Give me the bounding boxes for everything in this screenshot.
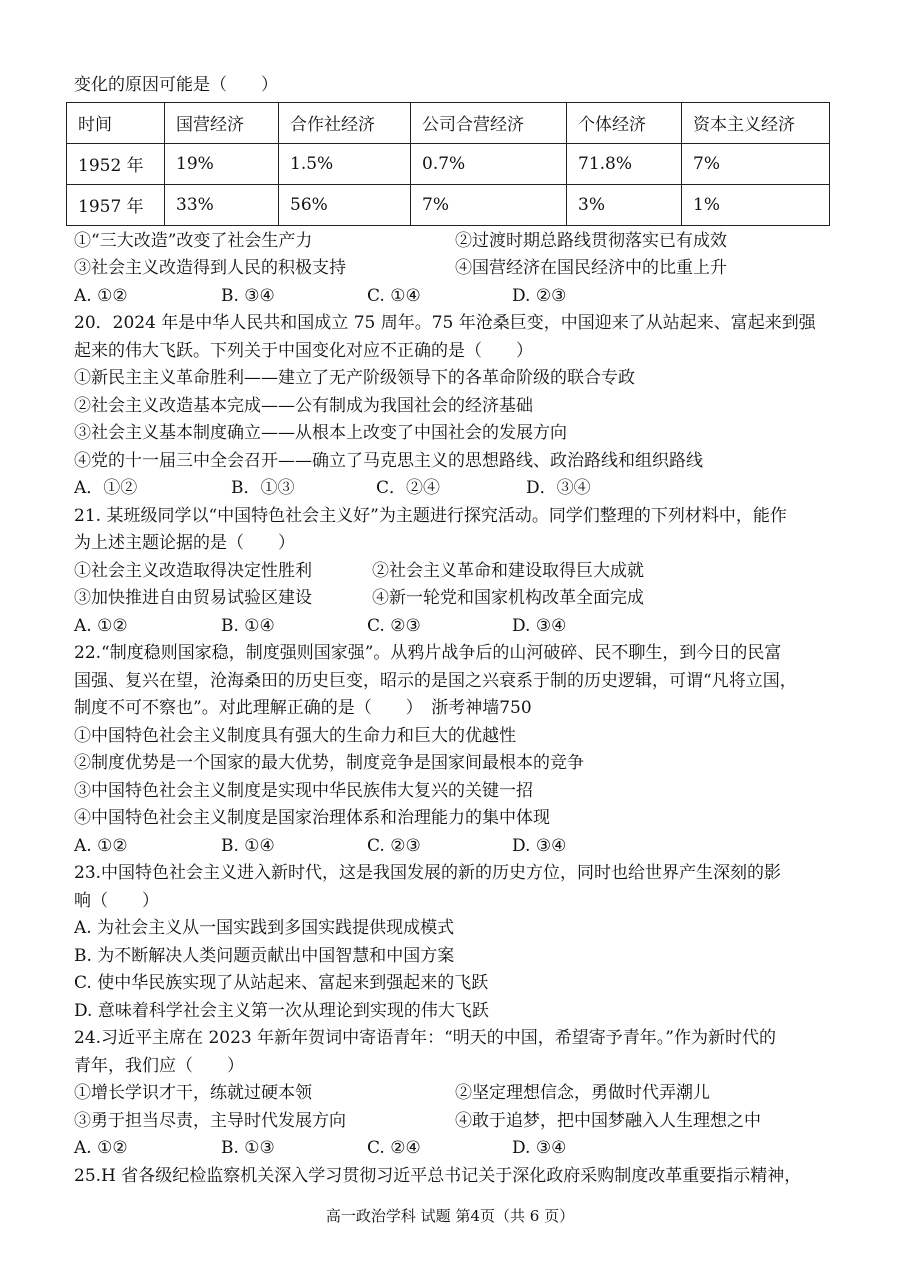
option: D．③④ <box>526 478 591 498</box>
q22-stem: 制度不可不察也”。对此理解正确的是（ ） 浙考神墙750 <box>74 698 532 718</box>
option: C. ②③ <box>367 615 421 636</box>
table-cell: 1952 年 <box>67 143 165 184</box>
q24-statements-row <box>74 1080 840 1108</box>
table-header-cell: 资本主义经济 <box>682 102 830 143</box>
statement: ④中国特色社会主义制度是国家治理体系和治理能力的集中体现 <box>74 808 550 828</box>
table-cell: 19% <box>165 143 279 184</box>
option: D. ②③ <box>512 285 567 306</box>
q22-stem: 22.“制度稳则国家稳，制度强则国家强”。从鸦片战争后的山河破碎、民不聊生，到今日的民富 <box>74 643 782 663</box>
option: B．①③ <box>231 478 295 498</box>
option: B. ①④ <box>221 615 275 636</box>
table-cell: 0.7% <box>411 143 567 184</box>
statement: ④新一轮党和国家机构改革全面完成 <box>372 588 644 608</box>
table-header-cell: 合作社经济 <box>279 102 411 143</box>
statement: ③加快推进自由贸易试验区建设 <box>74 588 312 608</box>
q20-options <box>74 475 840 503</box>
statement: ①中国特色社会主义制度具有强大的生命力和巨大的优越性 <box>74 725 516 746</box>
choice: A. 为社会主义从一国实践到多国实践提供现成模式 <box>74 918 455 938</box>
choice: C. 使中华民族实现了从站起来、富起来到强起来的飞跃 <box>74 973 489 993</box>
q21-options <box>74 613 840 641</box>
table-row <box>67 143 830 184</box>
table-cell: 1% <box>682 184 830 225</box>
statement: ①社会主义改造取得决定性胜利 <box>74 560 312 581</box>
option: A. ①② <box>74 615 128 636</box>
q25-stem: 25.H 省各级纪检监察机关深入学习贯彻习近平总书记关于深化政府采购制度改革重要指示精神， <box>74 1165 802 1186</box>
q21-statements-row <box>74 558 840 586</box>
option: C. ②③ <box>367 835 421 856</box>
table-header-cell: 个体经济 <box>567 102 682 143</box>
option: C. ①④ <box>367 285 421 306</box>
statement: ③社会主义基本制度确立——从根本上改变了中国社会的发展方向 <box>74 423 567 443</box>
table-header-cell: 公司合营经济 <box>411 102 567 143</box>
q20-stem: 20．2024 年是中华人民共和国成立 75 周年。75 年沧桑巨变，中国迎来了从站起来、富起来到强 <box>74 313 816 333</box>
option: A．①② <box>74 478 138 498</box>
q20-stem: 起来的伟大飞跃。下列关于中国变化对应不正确的是（ ） <box>74 340 533 361</box>
option: B. ①④ <box>221 835 275 856</box>
option: A. ①② <box>74 835 128 856</box>
statement: ③社会主义改造得到人民的积极支持 <box>74 258 346 278</box>
statement: ②制度优势是一个国家的最大优势，制度竞争是国家间最根本的竞争 <box>74 753 584 773</box>
statement: ①“三大改造”改变了社会生产力 <box>74 230 313 251</box>
statement: ②过渡时期总路线贯彻落实已有成效 <box>455 230 727 251</box>
table-row <box>67 184 830 225</box>
q19-options <box>74 283 840 311</box>
statement: ②社会主义革命和建设取得巨大成就 <box>372 560 644 581</box>
q24-options <box>74 1135 840 1163</box>
q22-stem: 国强、复兴在望，沧海桑田的历史巨变，昭示的是国之兴衰系于制的历史逻辑，可谓“凡将立国， <box>74 670 797 691</box>
q21-statements-row <box>74 585 840 613</box>
table-cell: 7% <box>411 184 567 225</box>
table-cell: 33% <box>165 184 279 225</box>
statement: ②社会主义改造基本完成——公有制成为我国社会的经济基础 <box>74 395 533 416</box>
option: D. ③④ <box>512 1138 567 1158</box>
table-cell: 3% <box>567 184 682 225</box>
statement: ④党的十一届三中全会召开——确立了马克思主义的思想路线、政治路线和组织路线 <box>74 450 703 471</box>
q19-intro: 变化的原因可能是（ ） <box>74 75 278 95</box>
statement: ④国营经济在国民经济中的比重上升 <box>455 258 727 278</box>
statement: ②坚定理想信念，勇做时代弄潮儿 <box>455 1083 710 1103</box>
option: B. ③④ <box>221 285 275 306</box>
q19-statements-row <box>74 228 840 256</box>
choice: B. 为不断解决人类问题贡献出中国智慧和中国方案 <box>74 945 455 966</box>
option: D. ③④ <box>512 835 567 856</box>
statement: ①增长学识才干，练就过硬本领 <box>74 1083 312 1103</box>
option: C．②④ <box>376 478 441 498</box>
option: A. ①② <box>74 1138 128 1158</box>
economy-structure-table <box>66 102 830 226</box>
statement: ④敢于追梦，把中国梦融入人生理想之中 <box>455 1110 761 1131</box>
choice: D. 意味着科学社会主义第一次从理论到实现的伟大飞跃 <box>74 1000 489 1021</box>
q19-statements-row <box>74 255 840 283</box>
q24-statements-row <box>74 1108 840 1136</box>
table-cell: 56% <box>279 184 411 225</box>
table-cell: 1.5% <box>279 143 411 184</box>
table-header-row <box>67 102 830 143</box>
table-cell: 7% <box>682 143 830 184</box>
statement: ③中国特色社会主义制度是实现中华民族伟大复兴的关键一招 <box>74 780 533 801</box>
page-footer: 高一政治学科 试题 第4页（共 6 页） <box>325 1207 575 1225</box>
option: B. ①③ <box>221 1138 275 1158</box>
q24-stem: 青年，我们应（ ） <box>74 1055 244 1076</box>
q21-stem: 为上述主题论据的是（ ） <box>74 533 295 553</box>
option: D. ③④ <box>512 615 567 636</box>
statement: ①新民主主义革命胜利——建立了无产阶级领导下的各革命阶级的联合专政 <box>74 368 635 388</box>
option: A. ①② <box>74 285 128 306</box>
table-header-cell: 时间 <box>67 102 165 143</box>
table-cell: 71.8% <box>567 143 682 184</box>
q24-stem: 24.习近平主席在 2023 年新年贺词中寄语青年：“明天的中国，希望寄予青年。”作为新时代的 <box>74 1028 776 1048</box>
q22-options <box>74 833 840 861</box>
q23-stem: 响（ ） <box>74 890 159 911</box>
q21-stem: 21. 某班级同学以“中国特色社会主义好”为主题进行探究活动。同学们整理的下列材料中，能作 <box>74 505 787 526</box>
table-cell: 1957 年 <box>67 184 165 225</box>
statement: ③勇于担当尽责，主导时代发展方向 <box>74 1110 346 1131</box>
option: C. ②④ <box>367 1138 421 1158</box>
exam-page <box>74 72 840 1190</box>
table-header-cell: 国营经济 <box>165 102 279 143</box>
q23-stem: 23.中国特色社会主义进入新时代，这是我国发展的新的历史方位，同时也给世界产生深刻的影 <box>74 863 782 883</box>
